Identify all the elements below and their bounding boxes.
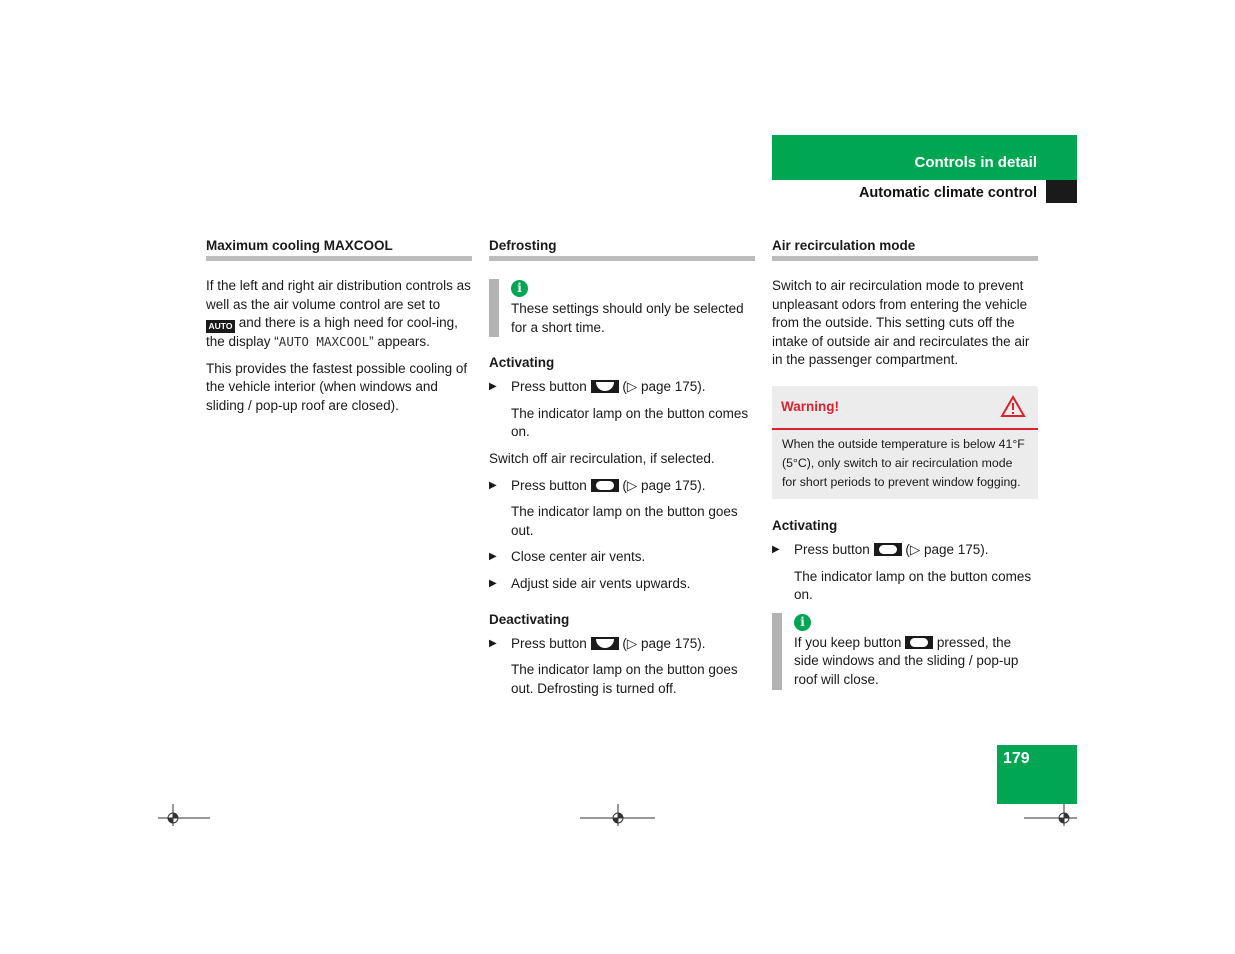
bullet-arrow-icon: ▶: [489, 551, 497, 563]
header-tab-marker: [1046, 180, 1077, 203]
bullet-arrow-icon: ▶: [489, 637, 497, 649]
column-defrosting: [489, 238, 755, 698]
warning-text: When the outside temperature is below 41°F (5°C), only switch to air recirculation mode for short periods to prevent window fogging.: [782, 436, 1025, 489]
bullet-arrow-icon: ▶: [489, 577, 497, 589]
page-number: 179: [1003, 750, 1030, 767]
recirculation-intro: Switch to air recirculation mode to prevent unpleasant odors from entering the vehicle from the outside. This setting cuts off the intake of outside air and recirculates the air in the passenger compartment.: [772, 278, 1030, 368]
step-result: The indicator lamp on the button goes out. Defrosting is turned off.: [511, 662, 738, 696]
column-recirculation: [772, 238, 1038, 690]
defrost-button-icon: [591, 637, 619, 650]
info-icon: i: [794, 614, 811, 631]
section-title: Controls in detail: [914, 154, 1037, 171]
bullet-arrow-icon: ▶: [772, 543, 780, 555]
recirculation-button-icon: [905, 636, 933, 649]
display-text: AUTO MAXCOOL: [278, 334, 370, 350]
column-maxcool: [206, 238, 472, 416]
bullet-arrow-icon: ▶: [489, 381, 497, 393]
step-press-defrost-off: ▶ Press button (▷ page 175).: [489, 635, 755, 654]
step-press-recirc: ▶ Press button (▷ page 175).: [772, 541, 1038, 560]
maxcool-paragraph-1: If the left and right air distribution controls as well as the air volume control are set to AUTO and there is a high need for cool-ing, the display “AUTO MAXCOOL” appears.: [206, 278, 471, 350]
heading-activating: Activating: [489, 355, 555, 371]
step-press-defrost: ▶ Press button (▷ page 175).: [489, 378, 755, 397]
warning-box: [772, 386, 1038, 499]
info-note: [772, 613, 1038, 690]
defrost-button-icon: [591, 380, 619, 393]
info-text: These settings should only be selected for a short time.: [511, 301, 744, 335]
info-note: [489, 279, 755, 337]
registration-mark-icon: [1024, 804, 1078, 826]
step-close-vents: ▶ Close center air vents.: [489, 548, 755, 567]
recirculation-button-icon: [591, 479, 619, 492]
bullet-arrow-icon: ▶: [489, 479, 497, 491]
auto-button-icon: AUTO: [206, 320, 235, 333]
step-result: The indicator lamp on the button goes out.: [511, 504, 738, 538]
heading-recirculation: Air recirculation mode: [772, 238, 1038, 261]
registration-mark-icon: [580, 804, 656, 826]
heading-activating: Activating: [772, 517, 838, 533]
heading-maxcool: Maximum cooling MAXCOOL: [206, 238, 472, 261]
registration-mark-icon: [158, 804, 212, 826]
step-press-recirc: ▶ Press button (▷ page 175).: [489, 477, 755, 496]
maxcool-paragraph-2: This provides the fastest possible cooling of the vehicle interior (when windows and sliding / pop-up roof are closed).: [206, 360, 468, 413]
heading-defrosting: Defrosting: [489, 238, 755, 261]
step-result: The indicator lamp on the button comes on.: [794, 568, 1032, 603]
info-bar: [489, 279, 499, 337]
step-result: The indicator lamp on the button comes on.: [511, 405, 749, 440]
info-bar: [772, 613, 782, 690]
info-icon: i: [511, 280, 528, 297]
recirculation-button-icon: [874, 543, 902, 556]
info-text: If you keep button pressed, the side windows and the sliding / pop-up roof will close.: [794, 634, 1019, 687]
subsection-title: Automatic climate control: [858, 185, 1037, 201]
warning-triangle-icon: [1000, 395, 1026, 418]
warning-title: Warning!: [781, 398, 839, 414]
heading-deactivating: Deactivating: [489, 611, 570, 627]
step-adjust-vents: ▶ Adjust side air vents upwards.: [489, 575, 755, 594]
switch-off-note: Switch off air recirculation, if selected.: [489, 450, 715, 466]
warning-header: [772, 386, 1038, 430]
